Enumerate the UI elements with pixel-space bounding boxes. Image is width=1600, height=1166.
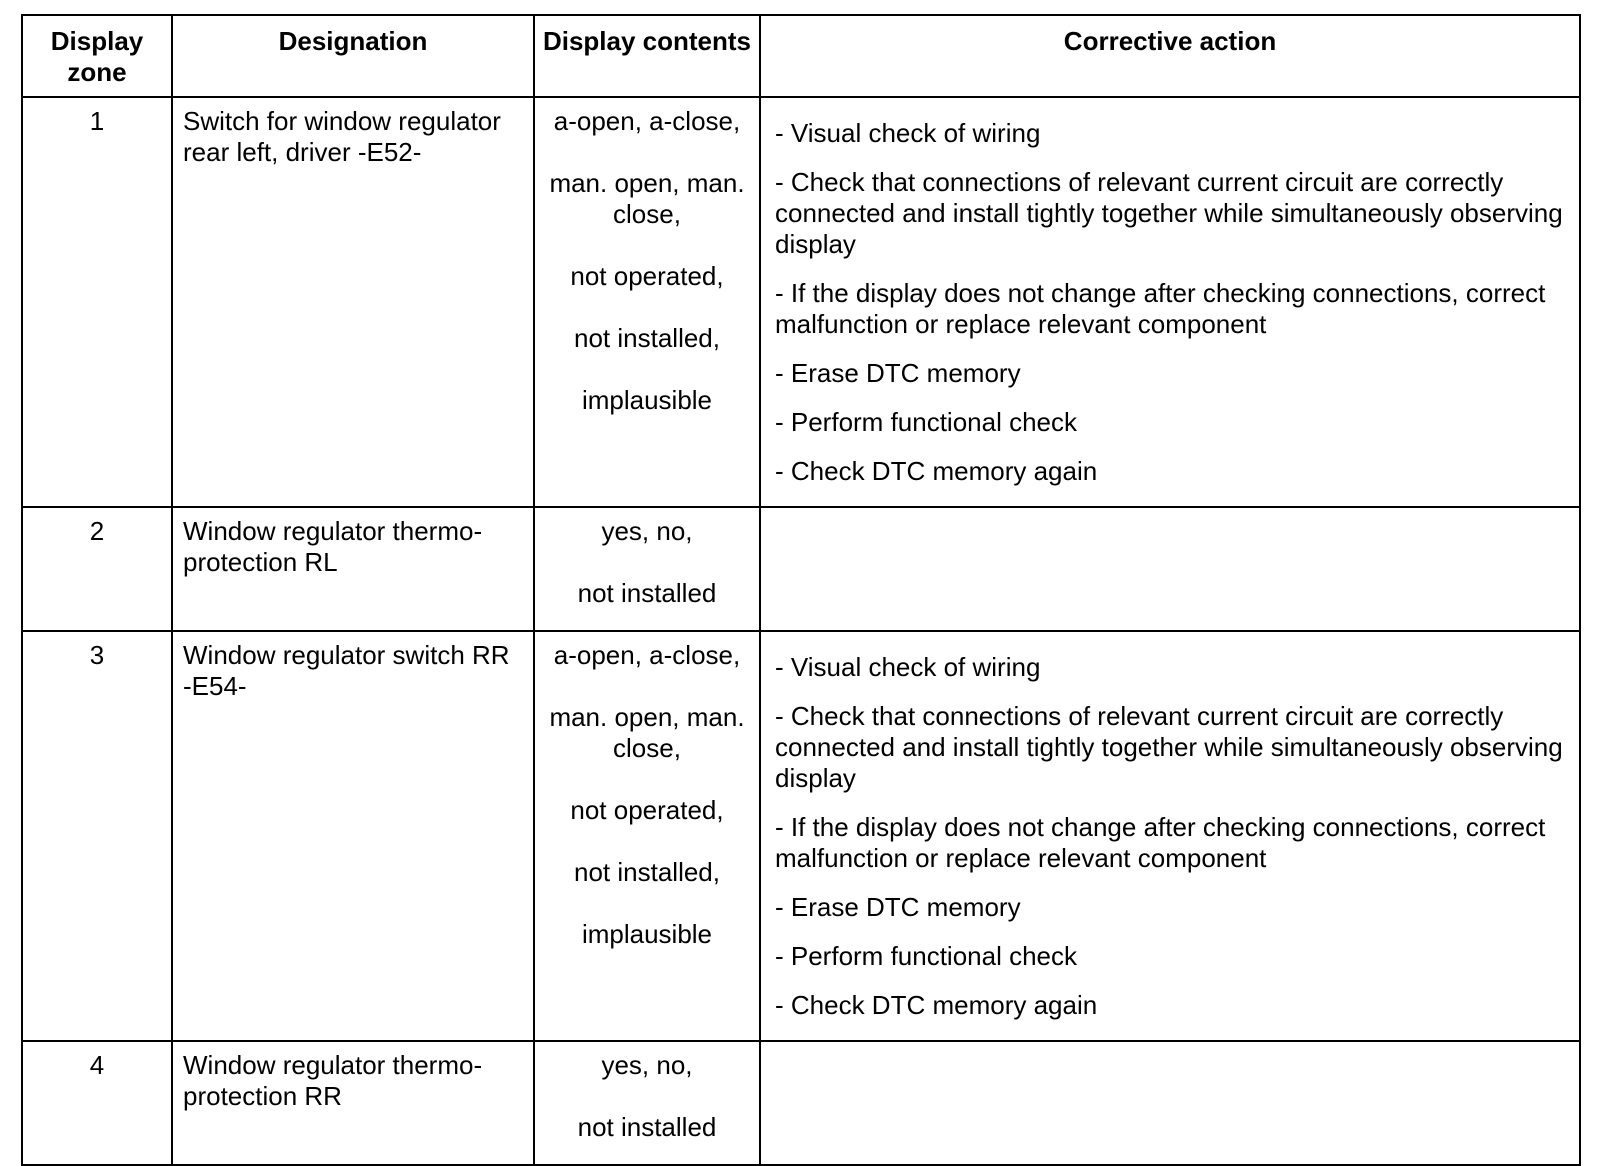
table-row	[22, 631, 1580, 1041]
display-content-value: not operated,	[570, 795, 724, 825]
header-display-contents: Display contents	[534, 15, 760, 97]
corrective-action-cell	[760, 631, 1580, 1041]
table-row	[22, 507, 1580, 631]
corrective-action-cell	[760, 507, 1580, 631]
display-content-value: implausible	[581, 919, 713, 949]
display-content-value: not installed,	[574, 323, 720, 353]
corrective-action-cell	[760, 1041, 1580, 1165]
header-designation: Designation	[172, 15, 534, 97]
table-header	[22, 15, 1580, 97]
display-content-value: implausible	[581, 385, 713, 415]
corrective-action-item: - Check that connections of relevant current circuit are correctly connected and install tightly together while simultaneously observing display	[775, 167, 1563, 259]
display-content-value: not installed	[577, 578, 717, 608]
corrective-action-item: - Check DTC memory again	[775, 456, 1098, 486]
display-contents-cell	[534, 507, 760, 631]
display-content-value: man. open, man. close,	[549, 702, 745, 763]
corrective-action-item: - Erase DTC memory	[775, 358, 1021, 388]
display-content-value: not installed	[577, 1112, 717, 1142]
corrective-action-item: - Check DTC memory again	[775, 990, 1098, 1020]
corrective-action-item: - Erase DTC memory	[775, 892, 1021, 922]
corrective-action-item: - Perform functional check	[775, 407, 1078, 437]
corrective-action-item: - Visual check of wiring	[775, 118, 1041, 148]
display-zone-cell: 1	[22, 97, 172, 507]
corrective-action-cell	[760, 97, 1580, 507]
display-content-value: yes, no,	[601, 1050, 693, 1080]
display-content-value: a-open, a-close,	[553, 640, 741, 670]
designation-cell: Window regulator thermo-protection RL	[172, 507, 534, 631]
designation-cell: Switch for window regulator rear left, driver -E52-	[172, 97, 534, 507]
header-corrective-action: Corrective action	[760, 15, 1580, 97]
corrective-action-item: - If the display does not change after checking connections, correct malfunction or replace relevant component	[775, 278, 1546, 339]
header-row	[22, 15, 1580, 97]
corrective-action-table	[21, 14, 1581, 1166]
display-content-value: not operated,	[570, 261, 724, 291]
display-content-value: not installed,	[574, 857, 720, 887]
table-row	[22, 97, 1580, 507]
display-content-value: a-open, a-close,	[553, 106, 741, 136]
display-zone-cell: 3	[22, 631, 172, 1041]
designation-cell: Window regulator thermo-protection RR	[172, 1041, 534, 1165]
header-display-zone: Display zone	[22, 15, 172, 97]
display-content-value: man. open, man. close,	[549, 168, 745, 229]
display-zone-cell: 2	[22, 507, 172, 631]
display-contents-cell	[534, 1041, 760, 1165]
corrective-action-item: - If the display does not change after checking connections, correct malfunction or replace relevant component	[775, 812, 1546, 873]
display-contents-cell	[534, 631, 760, 1041]
display-content-value: yes, no,	[601, 516, 693, 546]
corrective-action-item: - Visual check of wiring	[775, 652, 1041, 682]
display-contents-cell	[534, 97, 760, 507]
display-zone-cell: 4	[22, 1041, 172, 1165]
corrective-action-item: - Perform functional check	[775, 941, 1078, 971]
designation-cell: Window regulator switch RR -E54-	[172, 631, 534, 1041]
table-row	[22, 1041, 1580, 1165]
table-body	[22, 97, 1580, 1165]
corrective-action-item: - Check that connections of relevant current circuit are correctly connected and install tightly together while simultaneously observing display	[775, 701, 1563, 793]
